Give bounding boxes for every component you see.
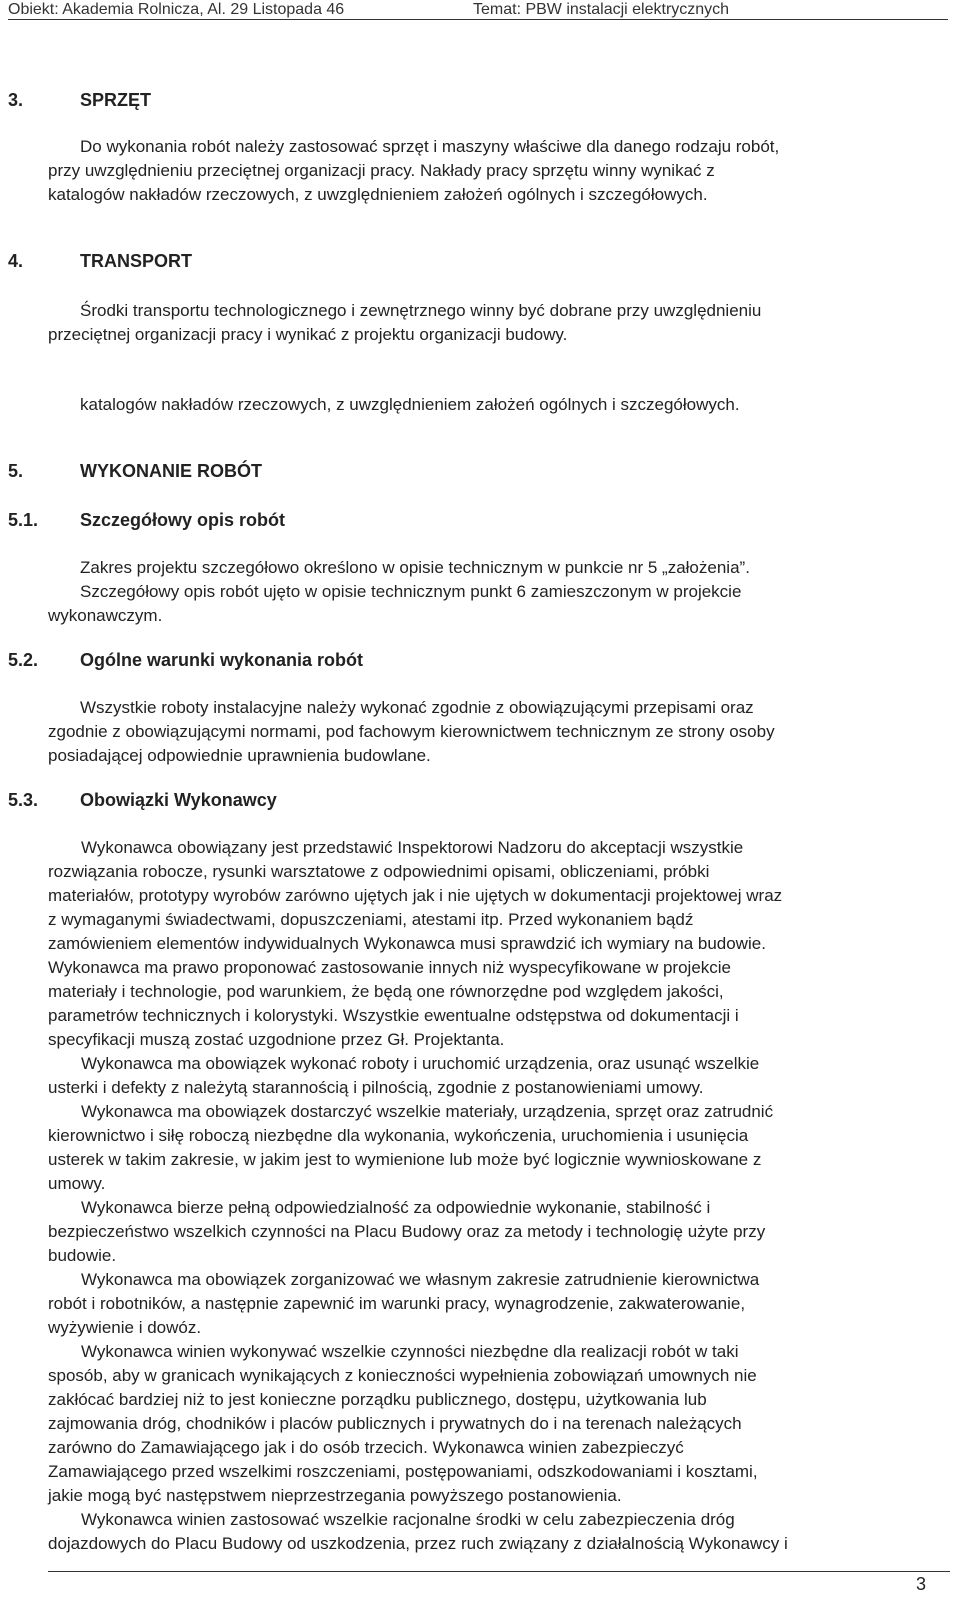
text-line: wyżywienie i dowóz. — [48, 1318, 202, 1337]
text-line: Wykonawca obowiązany jest przedstawić Inspektorowi Nadzoru do akceptacji wszystkie — [81, 838, 744, 857]
section-title: TRANSPORT — [80, 251, 192, 271]
text-line: usterek w takim zakresie, w jakim jest to wymienione lub może być logicznie wywnioskowane z — [48, 1150, 762, 1169]
text-line: przy uwzględnieniu przeciętnej organizacji pracy. Nakłady pracy sprzętu winny wynikać z — [48, 161, 715, 180]
section-3-heading — [8, 89, 152, 111]
text-line: Środki transportu technologicznego i zewnętrznego winny być dobrane przy uwzględnieniu — [80, 301, 762, 320]
section-title: Obowiązki Wykonawcy — [80, 790, 277, 810]
header-rule — [8, 19, 948, 20]
text-line: materiały i technologie, pod warunkiem, że będą one równorzędne pod względem jakości, — [48, 982, 724, 1001]
section-5-2-text — [80, 696, 960, 720]
section-number: 4. — [8, 251, 24, 271]
text-line: wykonawczym. — [48, 606, 163, 625]
text-line: Wykonawca ma prawo proponować zastosowanie innych niż wyspecyfikowane w projekcie — [48, 958, 732, 977]
text-line: jakie mogą być następstwem nieprzestrzegania powyższego postanowienia. — [48, 1486, 622, 1505]
text-line: przeciętnej organizacji pracy i wynikać z projektu organizacji budowy. — [48, 325, 568, 344]
text-line: Wykonawca ma obowiązek dostarczyć wszelkie materiały, urządzenia, sprzęt oraz zatrudnić — [81, 1102, 774, 1121]
text-line: z wymaganymi świadectwami, dopuszczeniami, atestami itp. Przed wykonaniem bądź — [48, 910, 694, 929]
section-4-text-cont — [48, 323, 948, 347]
section-number: 3. — [8, 90, 24, 110]
text-line: katalogów nakładów rzeczowych, z uwzględnieniem założeń ogólnych i szczegółowych. — [80, 395, 740, 414]
section-title: Ogólne warunki wykonania robót — [80, 650, 364, 670]
text-line: Wykonawca winien wykonywać wszelkie czynności niezbędne dla realizacji robót w taki — [81, 1342, 739, 1361]
section-3-text — [80, 135, 960, 159]
section-title: Szczegółowy opis robót — [80, 510, 286, 530]
section-number: 5. — [8, 461, 24, 481]
section-3-text-cont — [48, 159, 948, 207]
text-line: materiałów, prototypy wyrobów zarówno ujętych jak i nie ujętych w dokumentacji projektowej wraz — [48, 886, 783, 905]
section-5-1-heading — [8, 509, 286, 531]
text-line: bezpieczeństwo wszelkich czynności na Placu Budowy oraz za metody i technologię użyte przy — [48, 1222, 766, 1241]
text-line: sposób, aby w granicach wynikających z konieczności wypełnienia zobowiązań umownych nie — [48, 1366, 757, 1385]
page-header-right: Temat: PBW instalacji elektrycznych — [473, 1, 730, 18]
text-line: dojazdowych do Placu Budowy od uszkodzenia, przez ruch związany z działalnością Wykonawcy i — [48, 1534, 788, 1553]
text-line: robót i robotników, a następnie zapewnić im warunki pracy, wynagrodzenie, zakwaterowanie, — [48, 1294, 746, 1313]
text-line: posiadającej odpowiednie uprawnienia budowlane. — [48, 746, 431, 765]
text-line: zamówieniem elementów indywidualnych Wykonawca musi sprawdzić ich wymiary na budowie. — [48, 934, 766, 953]
page-header-left: Obiekt: Akademia Rolnicza, Al. 29 Listopada 46 — [8, 1, 345, 18]
section-4-extra — [80, 393, 960, 417]
section-5-1-text-cont — [48, 604, 948, 628]
text-line: Zamawiającego przed wszelkimi roszczeniami, postępowaniami, odszkodowaniami i kosztami, — [48, 1462, 758, 1481]
text-line: zarówno do Zamawiającego jak i do osób trzecich. Wykonawca winien zabezpieczyć — [48, 1438, 684, 1457]
section-5-1-text — [80, 556, 960, 604]
text-line: Wykonawca ma obowiązek zorganizować we własnym zakresie zatrudnienie kierownictwa — [81, 1270, 760, 1289]
text-line: Szczegółowy opis robót ujęto w opisie technicznym punkt 6 zamieszczonym w projekcie — [80, 582, 742, 601]
text-line: Wykonawca winien zastosować wszelkie racjonalne środki w celu zabezpieczenia dróg — [81, 1510, 735, 1529]
text-line: Wykonawca ma obowiązek wykonać roboty i uruchomić urządzenia, oraz usunąć wszelkie — [81, 1054, 760, 1073]
section-5-3-text — [48, 836, 948, 1556]
footer-rule — [48, 1571, 950, 1572]
text-line: zakłócać bardziej niż to jest konieczne porządku publicznego, dostępu, użytkowania lub — [48, 1390, 707, 1409]
section-title: WYKONANIE ROBÓT — [80, 461, 262, 481]
text-line: parametrów technicznych i kolorystyki. Wszystkie ewentualne odstępstwa od dokumentacji i — [48, 1006, 739, 1025]
text-line: rozwiązania robocze, rysunki warsztatowe z odpowiednimi opisami, obliczeniami, próbki — [48, 862, 710, 881]
text-line: usterki i defekty z należytą starannością i pilnością, zgodnie z postanowieniami umowy. — [48, 1078, 704, 1097]
text-line: Do wykonania robót należy zastosować sprzęt i maszyny właściwe dla danego rodzaju robót, — [80, 137, 780, 156]
text-line: Wszystkie roboty instalacyjne należy wykonać zgodnie z obowiązującymi przepisami oraz — [80, 698, 754, 717]
section-number: 5.1. — [8, 510, 39, 530]
text-line: kierownictwo i siłę roboczą niezbędne dla wykonania, wykończenia, uruchomienia i usunięcia — [48, 1126, 749, 1145]
section-number: 5.3. — [8, 790, 39, 810]
section-title: SPRZĘT — [80, 90, 152, 110]
section-4-heading — [8, 250, 192, 272]
text-line: zgodnie z obowiązującymi normami, pod fachowym kierownictwem technicznym ze strony osoby — [48, 722, 775, 741]
section-number: 5.2. — [8, 650, 39, 670]
text-line: budowie. — [48, 1246, 117, 1265]
text-line: katalogów nakładów rzeczowych, z uwzględnieniem założeń ogólnych i szczegółowych. — [48, 185, 708, 204]
text-line: umowy. — [48, 1174, 106, 1193]
section-5-3-heading — [8, 789, 277, 811]
section-5-heading — [8, 460, 262, 482]
text-line: Wykonawca bierze pełną odpowiedzialność za odpowiednie wykonanie, stabilność i — [81, 1198, 711, 1217]
page-number: 3 — [916, 1574, 927, 1594]
section-5-2-heading — [8, 649, 364, 671]
text-line: Zakres projektu szczegółowo określono w opisie technicznym w punkcie nr 5 „założenia”. — [80, 558, 750, 577]
section-5-2-text-cont — [48, 720, 948, 768]
text-line: specyfikacji muszą zostać uzgodnione przez Gł. Projektanta. — [48, 1030, 505, 1049]
section-4-text — [80, 299, 960, 323]
text-line: zajmowania dróg, chodników i placów publicznych i prywatnych do i na terenach należących — [48, 1414, 742, 1433]
